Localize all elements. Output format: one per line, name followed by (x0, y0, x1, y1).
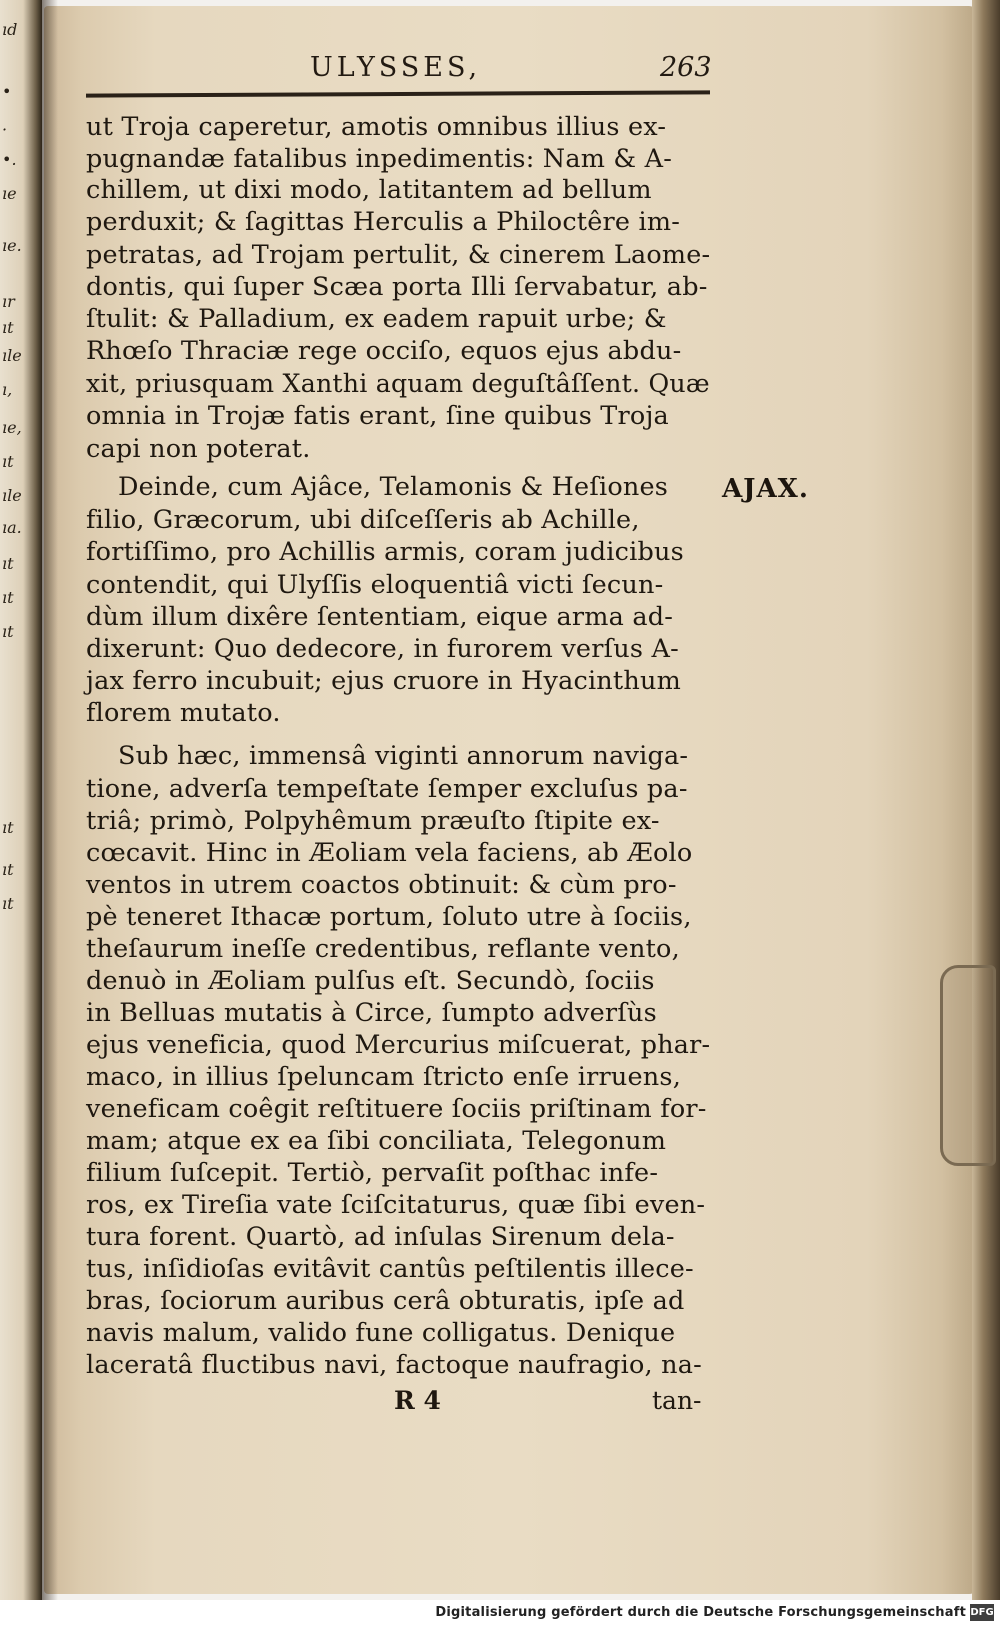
funding-credit: Digitalisierung gefördert durch die Deutsche Forschungsgemeinschaft (435, 1605, 966, 1620)
text-line: ejus veneficia, quod Mercurius miſcuerat, phar- (86, 1030, 711, 1060)
facing-fragment: ıe, (2, 420, 22, 436)
facing-fragment: ıe (2, 186, 17, 202)
text-line: tus, inſidioſas evitâvit cantûs peſtilentis illece- (86, 1254, 694, 1284)
text-line: Rhœſo Thraciæ rege occiſo, equos ejus abdu- (86, 336, 682, 366)
text-line: laceratâ fluctibus navi, factoque naufragio, na- (86, 1350, 702, 1380)
text-line: cœcavit. Hinc in Æoliam vela faciens, ab Æolo (86, 838, 693, 868)
facing-fragment: • (2, 84, 12, 100)
text-line: xit, priusquam Xanthi aquam deguſtâſſent. Quæ (86, 369, 710, 399)
text-line: florem mutato. (86, 698, 281, 728)
text-line: triâ; primò, Polpyhêmum præuſto ſtipite ex- (86, 806, 660, 836)
text-line: dontis, qui ſuper Scæa porta Illi ſervabatur, ab- (86, 272, 708, 302)
text-line: jax ferro incubuit; ejus cruore in Hyacinthum (86, 666, 682, 696)
facing-fragment: ıt (2, 454, 14, 470)
text-line: dùm illum dixêre ſententiam, eique arma ad- (86, 602, 674, 632)
text-line: dixerunt: Quo dedecore, in furorem verſus A- (86, 634, 679, 664)
text-line: ros, ex Tireſia vate ſciſcitaturus, quæ ſibi even- (86, 1190, 706, 1220)
facing-fragment: ır (2, 294, 15, 310)
facing-fragment: ıt (2, 590, 14, 606)
signature-mark: R 4 (394, 1386, 441, 1415)
text-line: ventos in utrem coactos obtinuit: & cùm pro- (86, 870, 677, 900)
text-line: chillem, ut dixi modo, latitantem ad bellum (86, 175, 652, 205)
text-line: contendit, qui Ulyſſis eloquentiâ victi ſecun- (86, 570, 664, 600)
page-number: 263 (660, 52, 712, 83)
text-line: fortiſſimo, pro Achillis armis, coram judicibus (86, 537, 684, 567)
facing-fragment: •. (2, 152, 17, 168)
text-line: perduxit; & ſagittas Herculis a Philoctêre im- (86, 207, 681, 237)
marginal-note: AJAX. (722, 474, 809, 504)
facing-fragment: ıle (2, 488, 22, 504)
text-line: tione, adverſa tempeſtate ſemper excluſus pa- (86, 774, 688, 804)
text-line: tura forent. Quartò, ad inſulas Sirenum dela- (86, 1222, 675, 1252)
running-head-title: ULYSSES, (310, 52, 482, 83)
facing-fragment: ıt (2, 556, 14, 572)
facing-fragment: ıle (2, 348, 22, 364)
text-line: capi non poterat. (86, 434, 311, 464)
text-line: ut Troja caperetur, amotis omnibus illius ex- (86, 112, 667, 142)
text-line: Sub hæc, immensâ viginti annorum naviga- (118, 741, 689, 771)
text-line: omnia in Trojæ fatis erant, ſine quibus Troja (86, 401, 669, 431)
text-line: petratas, ad Trojam pertulit, & cinerem Laome- (86, 240, 711, 270)
text-line: pè teneret Ithacæ portum, ſoluto utre à ſociis, (86, 902, 692, 932)
text-line: Deinde, cum Ajâce, Telamonis & Heſiones (118, 472, 669, 502)
facing-fragment: ıt (2, 624, 14, 640)
dfg-logo: DFG (970, 1604, 994, 1621)
facing-fragment: ıt (2, 320, 14, 336)
text-line: denuò in Æoliam pulſus eſt. Secundò, ſociis (86, 966, 655, 996)
text-line: veneficam coêgit reſtituere ſociis priſtinam for- (86, 1094, 707, 1124)
facing-fragment: ıe. (2, 238, 22, 254)
digitization-footer (0, 1600, 1000, 1626)
facing-fragment: ıt (2, 820, 14, 836)
text-line: in Belluas mutatis à Circe, ſumpto adverſùs (86, 998, 657, 1028)
facing-fragment: ıt (2, 896, 14, 912)
facing-fragment: ıt (2, 862, 14, 878)
text-line: filio, Græcorum, ubi diſceſſeris ab Achille, (86, 505, 640, 535)
text-line: navis malum, valido fune colligatus. Denique (86, 1318, 676, 1348)
facing-fragment: ı, (2, 382, 13, 398)
facing-fragment: · (2, 122, 8, 138)
text-line: filium ſuſcepit. Tertiò, pervaſit poſthac infe- (86, 1158, 659, 1188)
facing-fragment: ıa. (2, 520, 22, 536)
text-line: ſtulit: & Palladium, ex eadem rapuit urbe; & (86, 304, 667, 334)
text-line: bras, ſociorum auribus cerâ obturatis, ipſe ad (86, 1286, 685, 1316)
text-line: mam; atque ex ea ſibi conciliata, Telegonum (86, 1126, 667, 1156)
text-line: maco, in illius ſpeluncam ſtricto enſe irruens, (86, 1062, 682, 1092)
catchword: tan- (652, 1386, 702, 1415)
facing-fragment: ıd (2, 22, 18, 38)
text-line: theſaurum ineſſe credentibus, reflante vento, (86, 934, 680, 964)
text-line: pugnandæ fatalibus inpedimentis: Nam & A- (86, 144, 673, 174)
